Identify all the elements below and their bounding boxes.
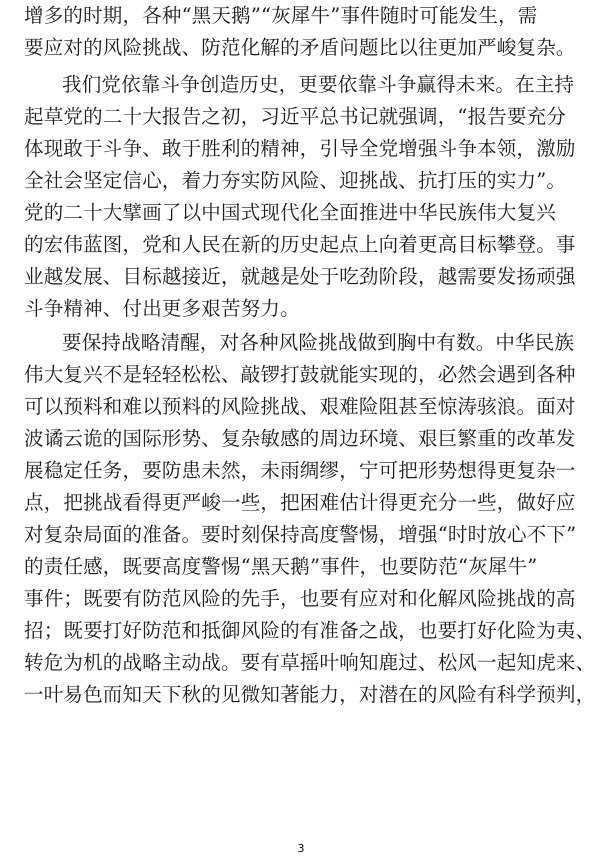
- paragraph-2-line-7: 业越发展、目标越接近，就越是处于吃劲阶段，越需要发扬顽强: [24, 265, 576, 288]
- paragraph-3-line-1: 要保持战略清醒，对各种风险挑战做到胸中有数。中华民族: [62, 331, 575, 354]
- paragraph-3-line-10: 招；既要打好防范和抵御风险的有准备之战，也要打好化险为夷、: [24, 619, 596, 642]
- paragraph-3-line-12: 一叶易色而知天下秋的见微知著能力，对潜在的风险有科学预判，: [24, 683, 596, 706]
- paragraph-3-line-9: 事件；既要有防范风险的先手，也要有应对和化解风险挑战的高: [24, 587, 576, 610]
- paragraph-2-line-8: 斗争精神、付出更多艰苦努力。: [24, 297, 300, 320]
- paragraph-2-line-6: 的宏伟蓝图，党和人民在新的历史起点上向着更高目标攀登。事: [24, 233, 576, 256]
- paragraph-3-line-11: 转危为机的战略主动战。要有草摇叶响知鹿过、松风一起知虎来、: [24, 651, 596, 674]
- paragraph-1-line-1: 增多的时期，各种“黑天鹅”“灰犀牛”事件随时可能发生，需: [24, 4, 538, 27]
- paragraph-3-line-3: 可以预料和难以预料的风险挑战、艰难险阻甚至惊涛骇浪。面对: [24, 395, 576, 418]
- paragraph-3-line-4: 波谲云诡的国际形势、复杂敏感的周边环境、艰巨繁重的改革发: [24, 427, 576, 450]
- paragraph-3-line-7: 对复杂局面的准备。要时刻保持高度警惕，增强“时时放心不下”: [24, 523, 577, 546]
- paragraph-3-line-6: 点，把挑战看得更严峻一些，把困难估计得更充分一些，做好应: [24, 491, 576, 514]
- page-number: 3: [297, 842, 305, 855]
- paragraph-2-line-2: 起草党的二十大报告之初，习近平总书记就强调，“报告要充分: [24, 105, 567, 128]
- paragraph-2-line-4: 全社会坚定信心，着力夯实防风险、迎挑战、抗打压的实力”。: [24, 169, 567, 192]
- paragraph-2-line-3: 体现敢于斗争、敢于胜利的精神，引导全党增强斗争本领，激励: [24, 137, 576, 160]
- paragraph-2-line-5: 党的二十大擘画了以中国式现代化全面推进中华民族伟大复兴: [24, 201, 556, 224]
- paragraph-3-line-8: 的责任感，既要高度警惕“黑天鹅”事件，也要防范“灰犀牛”: [24, 555, 538, 578]
- paragraph-3-line-2: 伟大复兴不是轻轻松松、敲锣打鼓就能实现的，必然会遇到各种: [24, 363, 576, 386]
- paragraph-2-line-1: 我们党依靠斗争创造历史，更要依靠斗争赢得未来。在主持: [62, 73, 575, 96]
- paragraph-3-line-5: 展稳定任务，要防患未然，未雨绸缪，宁可把形势想得更复杂一: [24, 459, 576, 482]
- paragraph-1-line-2: 要应对的风险挑战、防范化解的矛盾问题比以往更加严峻复杂。: [24, 36, 576, 59]
